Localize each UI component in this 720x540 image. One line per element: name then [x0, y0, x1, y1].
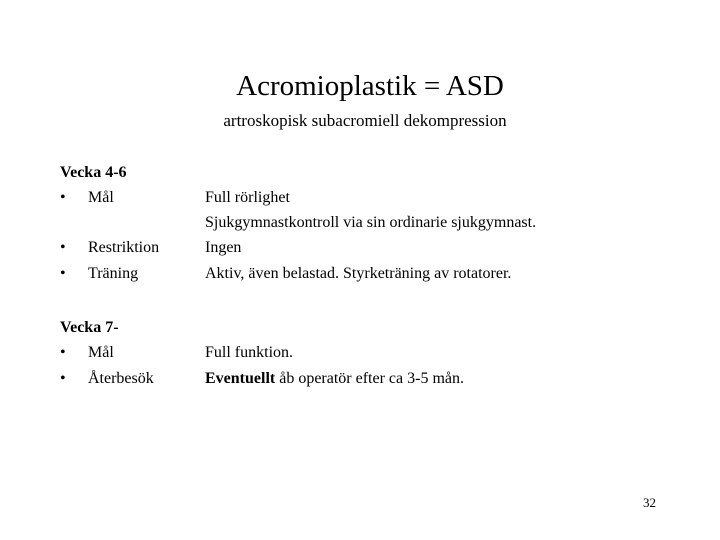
page-number: 32: [643, 495, 656, 510]
bullet-icon: •: [60, 370, 66, 387]
label-mal-2: Mål: [88, 344, 114, 361]
text-ab-operator: åb operatör efter ca 3-5 mån.: [275, 370, 465, 387]
subtitle-text: artroskopisk subacromiell dekompression: [223, 111, 507, 130]
bullet-icon: •: [60, 239, 66, 256]
label-aterbesok: Återbesök: [88, 370, 154, 387]
label-traning: Träning: [88, 265, 139, 282]
bullet-icon: •: [60, 344, 66, 361]
section-heading-vecka-7: Vecka 7-: [60, 319, 119, 336]
text-full-rorlighet: Full rörlighet: [205, 189, 290, 206]
label-restriktion: Restriktion: [88, 239, 160, 256]
slide-title: Acromioplastik = ASD: [236, 70, 504, 102]
bullet-icon: •: [60, 189, 66, 206]
slide-subtitle: [0, 110, 720, 132]
text-eventuellt: Eventuellt: [205, 370, 276, 387]
text-ingen: Ingen: [205, 239, 242, 256]
text-aterbesok-detail: [205, 369, 464, 389]
text-sjukgymnastkontroll: Sjukgymnastkontroll via sin ordinarie sjukgymnast.: [205, 214, 537, 231]
section-heading-vecka-4-6: Vecka 4-6: [60, 164, 127, 181]
bullet-icon: •: [60, 265, 66, 282]
label-mal: Mål: [88, 189, 114, 206]
text-full-funktion: Full funktion.: [205, 344, 294, 361]
text-aktiv: Aktiv, även belastad. Styrketräning av rotatorer.: [205, 265, 512, 282]
